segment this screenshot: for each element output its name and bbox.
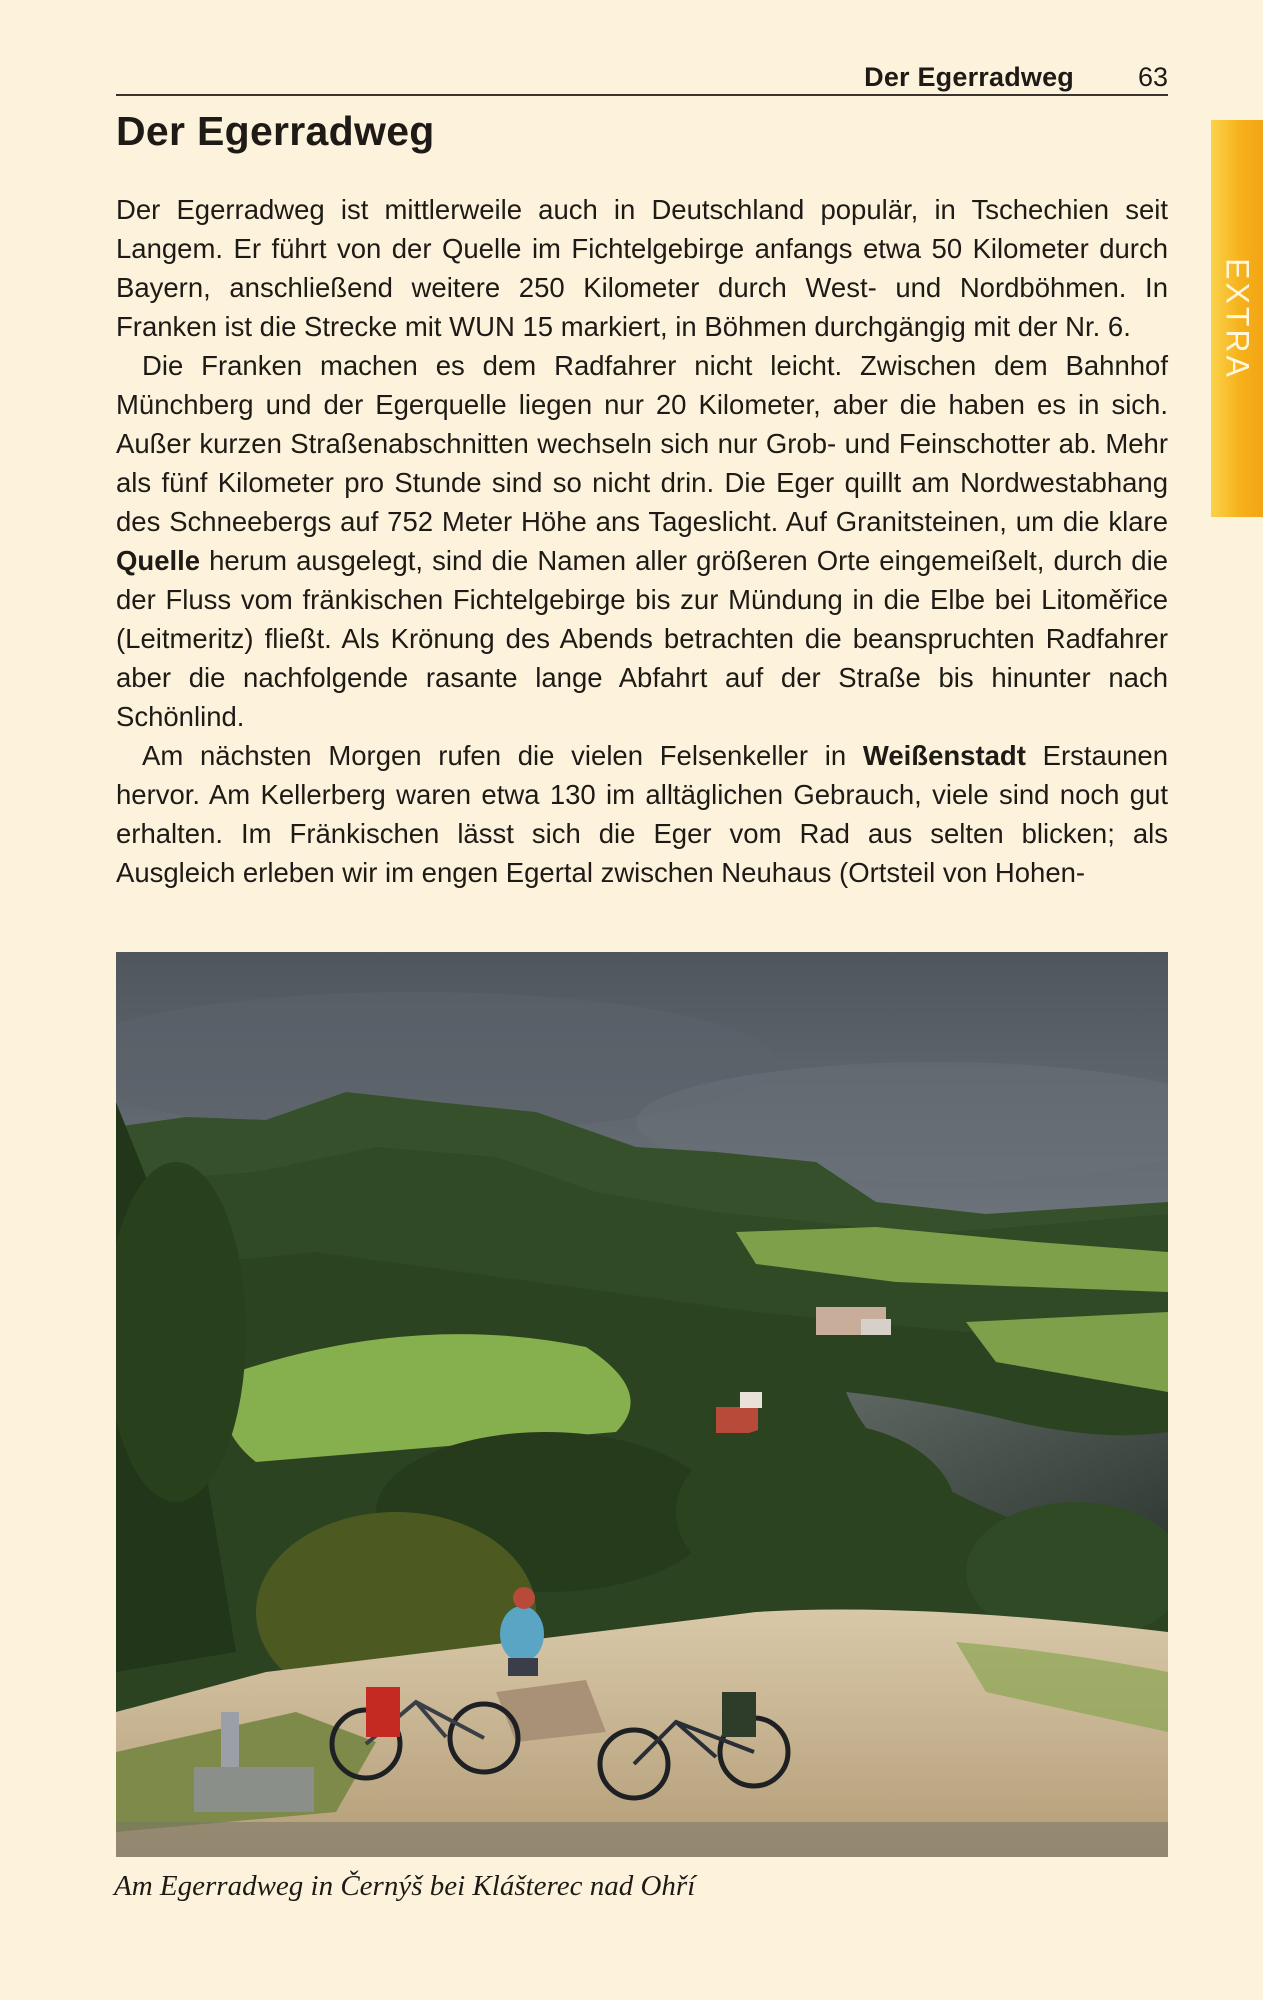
- text-run: Erstaunen hervor. Am Kellerberg waren etwa 130 im alltäglichen Gebrauch, viele sind noch gut erhalten. Im Fränkischen lässt sich die Eger vom Rad aus selten blicken; als Ausgleich erleben wir im engen Egertal zwischen Neuhaus (Ortsteil von Hohen-: [116, 740, 1168, 888]
- photo-caption: Am Egerradweg in Černýš bei Klášterec nad Ohří: [114, 1870, 696, 1902]
- landscape-photo: [116, 952, 1168, 1857]
- text-run: Die Franken machen es dem Radfahrer nicht leicht. Zwischen dem Bahnhof Münchberg und der Egerquelle liegen nur 20 Kilometer, aber die haben es in sich. Außer kurzen Straßenabschnitten wechseln sich nur Grob- und Feinschotter ab. Mehr als fünf Kilometer pro Stunde sind so nicht drin. Die Eger quillt am Nordwestabhang des Schneebergs auf 752 Meter Höhe ans Tageslicht. Auf Granitsteinen, um die klare: [116, 350, 1168, 537]
- text-run: herum ausgelegt, sind die Namen aller größeren Orte eingemeißelt, durch die der Fluss vom fränkischen Fichtelgebirge bis zur Mündung in die Elbe bei Litoměřice (Leitmeritz) fließt. Als Krönung des Abends betrachten die beanspruchten Radfahrer aber die nachfolgende rasante lange Abfahrt auf der Straße bis hinunter nach Schönlind.: [116, 545, 1168, 732]
- text-run: Der Egerradweg ist mittlerweile auch in Deutschland populär, in Tschechien seit Langem. Er führt von der Quelle im Fichtelgebirge anfangs etwa 50 Kilometer durch Bayern, anschließend weitere 250 Kilometer durch West- und Nordböhmen. In Franken ist die Strecke mit WUN 15 markiert, in Böhmen durchgängig mit der Nr. 6.: [116, 194, 1168, 342]
- bold-term: Quelle: [116, 545, 201, 576]
- extra-side-tab: [1211, 120, 1263, 517]
- running-head: [116, 54, 1168, 96]
- paragraph: [116, 346, 1168, 736]
- bold-term: Weißenstadt: [862, 740, 1026, 771]
- page-number: 63: [1137, 62, 1168, 92]
- paragraph: [116, 190, 1168, 346]
- article-heading: Der Egerradweg: [116, 108, 435, 154]
- paragraph: [116, 736, 1168, 892]
- text-run: Am nächsten Morgen rufen die vielen Felsenkeller in: [142, 740, 863, 771]
- extra-tab-label: EXTRA: [1219, 257, 1256, 380]
- article-body: [116, 190, 1168, 892]
- running-head-title: Der Egerradweg: [864, 62, 1074, 92]
